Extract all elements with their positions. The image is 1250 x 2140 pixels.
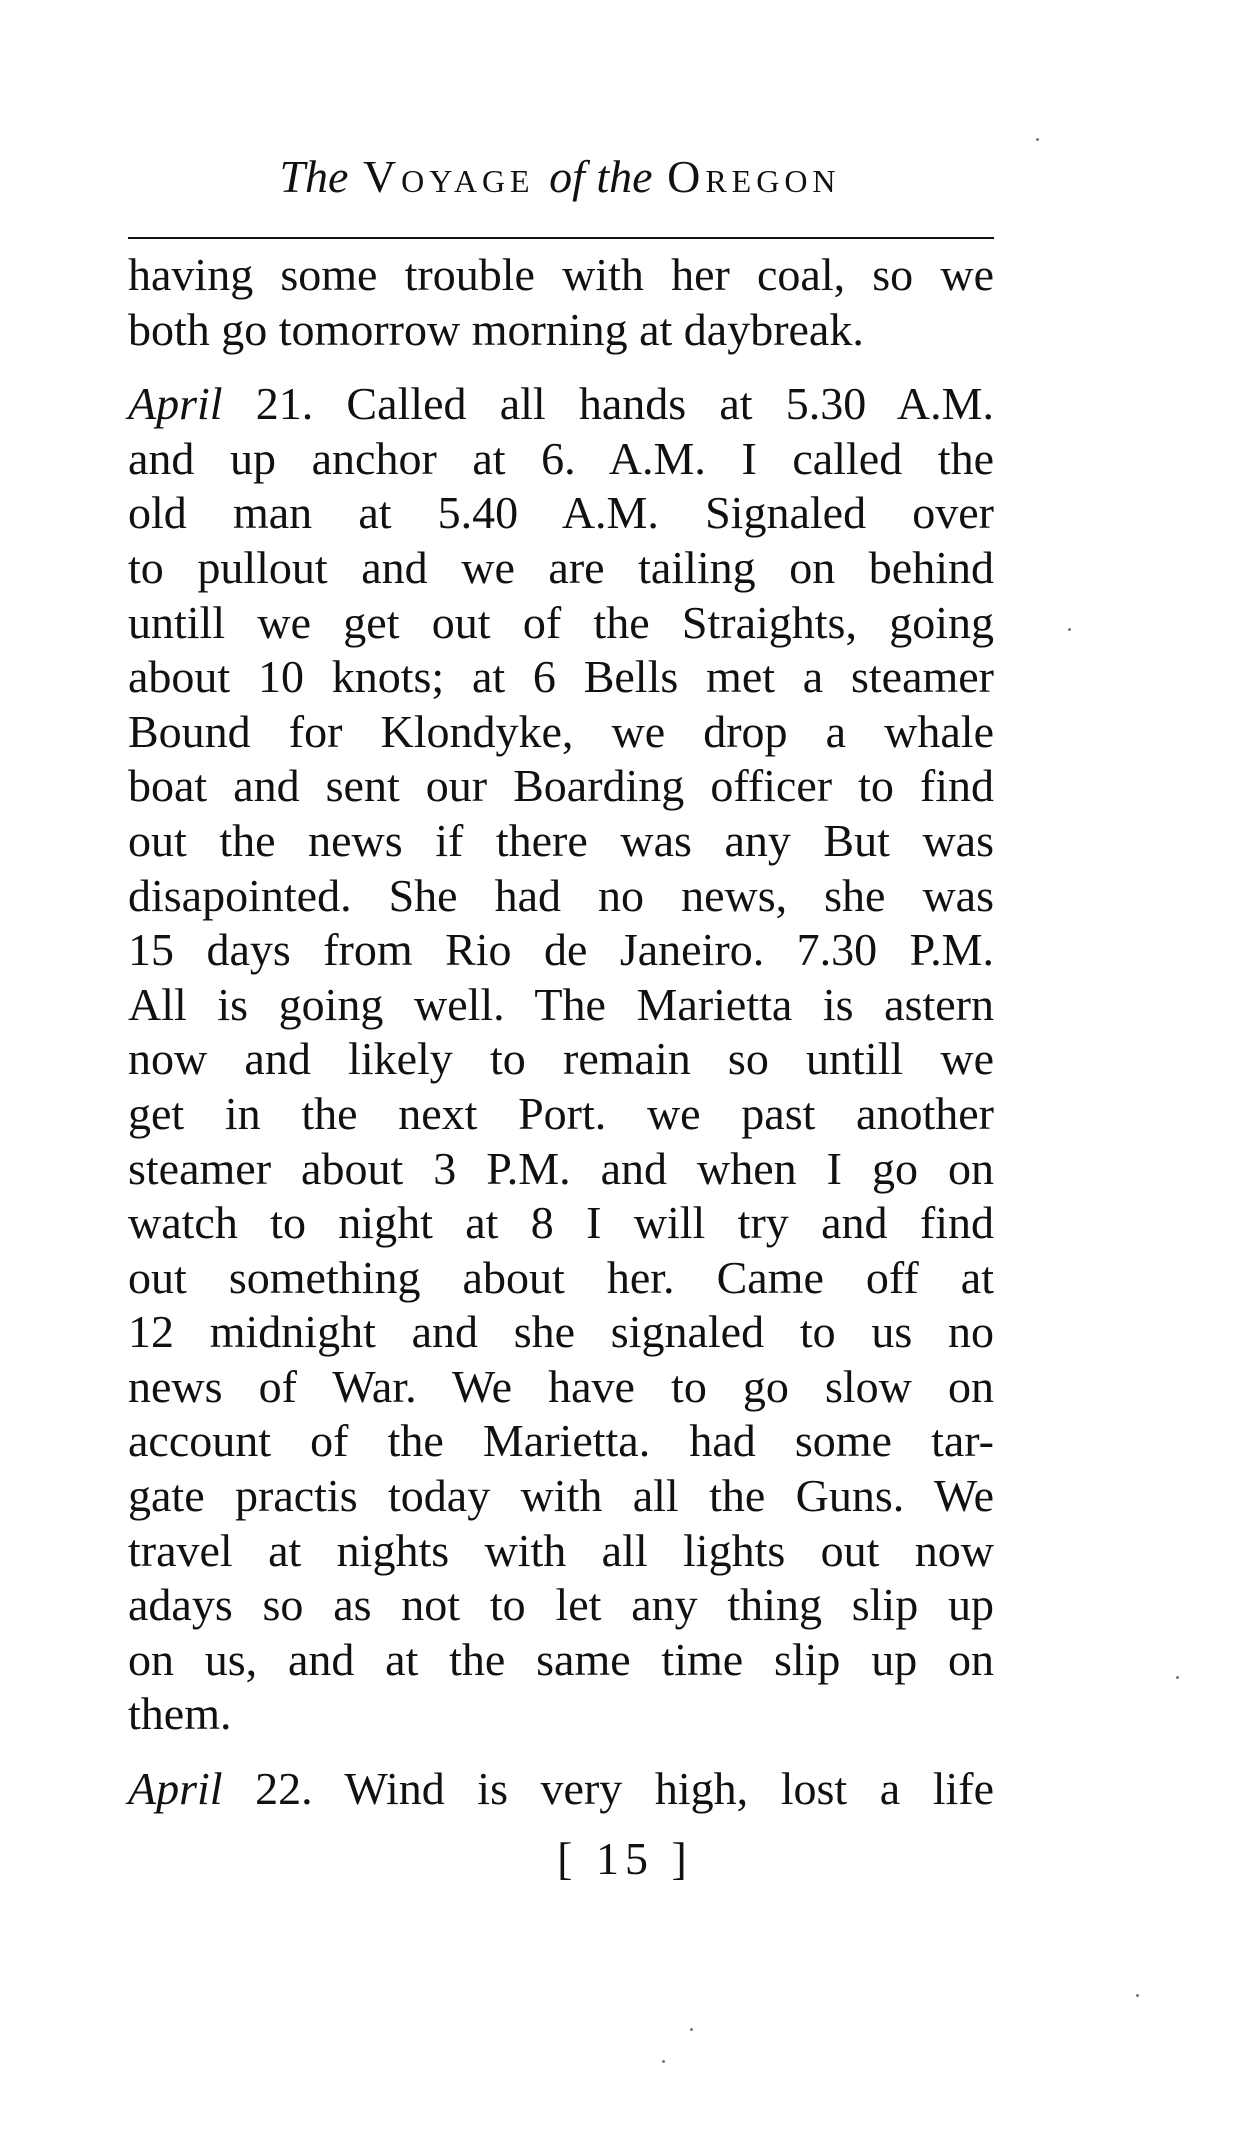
- body-text: [128, 248, 994, 1817]
- paragraph-april-22: [128, 1762, 994, 1817]
- date-label: April: [128, 378, 223, 430]
- text-line: them.: [128, 1688, 232, 1740]
- paragraph-april-21: [128, 377, 994, 1742]
- running-head-of-the: of the: [549, 151, 653, 202]
- text-line: gate practis today with all the Guns. We: [128, 1470, 994, 1522]
- paragraph-gap: [128, 1742, 994, 1762]
- text-line: 15 days from Rio de Janeiro. 7.30 P.M.: [128, 924, 994, 976]
- text-line: and up anchor at 6. A.M. I called the: [128, 432, 994, 484]
- text-line: out the news if there was any But was: [128, 814, 994, 866]
- text-line: having some trouble with her coal, so we: [128, 249, 994, 300]
- paper-speck: [1176, 1676, 1179, 1679]
- paper-speck: [690, 2028, 693, 2031]
- running-head: [125, 150, 995, 203]
- paper-speck: [662, 2060, 665, 2063]
- text-line: Bound for Klondyke, we drop a whale: [128, 705, 994, 757]
- text-line: boat and sent our Boarding officer to find: [128, 760, 994, 812]
- text-line: news of War. We have to go slow on: [128, 1360, 994, 1412]
- text-line: on us, and at the same time slip up on: [128, 1633, 994, 1685]
- text-line: both go tomorrow morning at daybreak.: [128, 303, 864, 355]
- text-line: adays so as not to let any thing slip up: [128, 1579, 994, 1631]
- text-line-dated: [128, 377, 994, 432]
- text-line: now and likely to remain so untill we: [128, 1033, 994, 1085]
- text-line: get in the next Port. we past another: [128, 1087, 994, 1139]
- text-line: disapointed. She had no news, she was: [128, 869, 994, 921]
- header-rule: [128, 237, 994, 239]
- paper-speck: [1036, 138, 1039, 141]
- text-line: out something about her. Came off at: [128, 1251, 994, 1303]
- text-line: travel at nights with all lights out now: [128, 1524, 994, 1576]
- text-line: old man at 5.40 A.M. Signaled over: [128, 487, 994, 539]
- date-label: April: [128, 1763, 223, 1815]
- paper-speck: [1068, 628, 1071, 631]
- text-line: 12 midnight and she signaled to us no: [128, 1306, 994, 1358]
- text-line-rest: 22. Wind is very high, lost a life: [255, 1763, 995, 1815]
- text-line: watch to night at 8 I will try and find: [128, 1197, 994, 1249]
- running-head-voyage: Voyage: [362, 151, 535, 202]
- text-line-dated: [128, 1762, 994, 1817]
- text-line: account of the Marietta. had some tar-: [128, 1415, 994, 1467]
- text-line-rest: 21. Called all hands at 5.30 A.M.: [255, 378, 995, 430]
- paragraph-gap: [128, 357, 994, 377]
- text-line: untill we get out of the Straights, going: [128, 596, 994, 648]
- running-head-the: The: [279, 151, 349, 202]
- text-line: to pullout and we are tailing on behind: [128, 541, 994, 593]
- paragraph-continuation: [128, 248, 994, 357]
- text-line: steamer about 3 P.M. and when I go on: [128, 1142, 994, 1194]
- text-line: about 10 knots; at 6 Bells met a steamer: [128, 651, 994, 703]
- running-head-oregon: Oregon: [667, 151, 841, 202]
- page-number: [ 15 ]: [557, 1833, 693, 1884]
- text-line: All is going well. The Marietta is astern: [128, 978, 994, 1030]
- paper-speck: [1136, 1994, 1139, 1997]
